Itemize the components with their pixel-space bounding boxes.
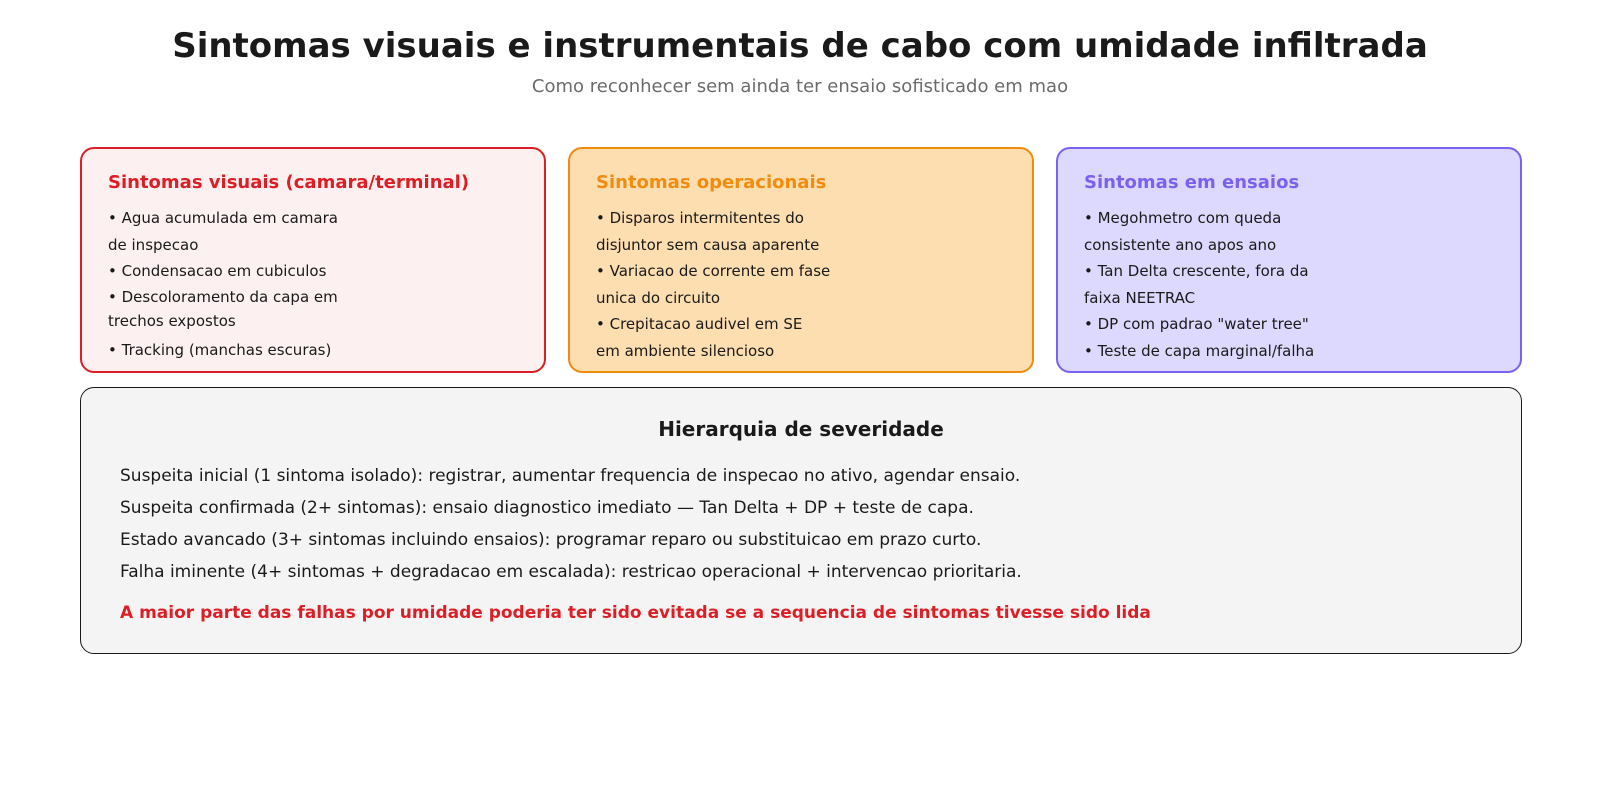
list-item: disjuntor sem causa aparente — [596, 235, 820, 254]
list-item: • Descoloramento da capa em — [108, 287, 338, 306]
severity-hierarchy-panel — [80, 387, 1522, 654]
severity-line: Suspeita confirmada (2+ sintomas): ensaio diagnostico imediato — Tan Delta + DP + teste de capa. — [120, 498, 974, 518]
card-test-symptoms — [1056, 147, 1522, 373]
card-operational-symptoms — [568, 147, 1034, 373]
list-item: de inspecao — [108, 235, 199, 254]
list-item: consistente ano apos ano — [1084, 235, 1277, 254]
card-title: Sintomas em ensaios — [1084, 172, 1300, 193]
severity-line: Suspeita inicial (1 sintoma isolado): registrar, aumentar frequencia de inspecao no ativo, agendar ensaio. — [120, 466, 1021, 486]
list-item: faixa NEETRAC — [1084, 288, 1196, 307]
list-item: • DP com padrao "water tree" — [1084, 315, 1309, 333]
page-subtitle: Como reconhecer sem ainda ter ensaio sofisticado em mao — [531, 76, 1069, 97]
list-item: • Crepitacao audivel em SE — [596, 315, 803, 333]
card-visual-symptoms — [80, 147, 546, 373]
card-title: Sintomas visuais (camara/terminal) — [108, 172, 470, 193]
severity-warning: A maior parte das falhas por umidade poderia ter sido evitada se a sequencia de sintomas tivesse sido lida — [120, 603, 1151, 623]
list-item: • Disparos intermitentes do — [596, 209, 804, 227]
list-item: • Teste de capa marginal/falha — [1084, 341, 1315, 360]
symptom-list — [596, 205, 1006, 364]
list-item: • Variacao de corrente em fase — [596, 262, 831, 280]
list-item: em ambiente silencioso — [596, 341, 775, 360]
severity-title: Hierarquia de severidade — [658, 417, 944, 441]
severity-line: Estado avancado (3+ sintomas incluindo ensaios): programar reparo ou substituicao em prazo curto. — [120, 530, 982, 550]
list-item: • Megohmetro com queda — [1084, 209, 1282, 227]
list-item: trechos expostos — [108, 311, 236, 330]
list-item: • Condensacao em cubiculos — [108, 262, 327, 280]
list-item: • Tan Delta crescente, fora da — [1084, 262, 1309, 280]
list-item: unica do circuito — [596, 288, 721, 307]
severity-line: Falha iminente (4+ sintomas + degradacao em escalada): restricao operacional + intervencao prioritaria. — [120, 562, 1022, 582]
severity-list — [120, 460, 1022, 588]
symptom-list — [1084, 205, 1494, 364]
list-item: • Agua acumulada em camara — [108, 209, 338, 227]
symptom-list — [108, 205, 518, 363]
page-title: Sintomas visuais e instrumentais de cabo com umidade infiltrada — [172, 26, 1428, 66]
card-title: Sintomas operacionais — [596, 172, 827, 193]
list-item: • Tracking (manchas escuras) — [108, 340, 332, 359]
